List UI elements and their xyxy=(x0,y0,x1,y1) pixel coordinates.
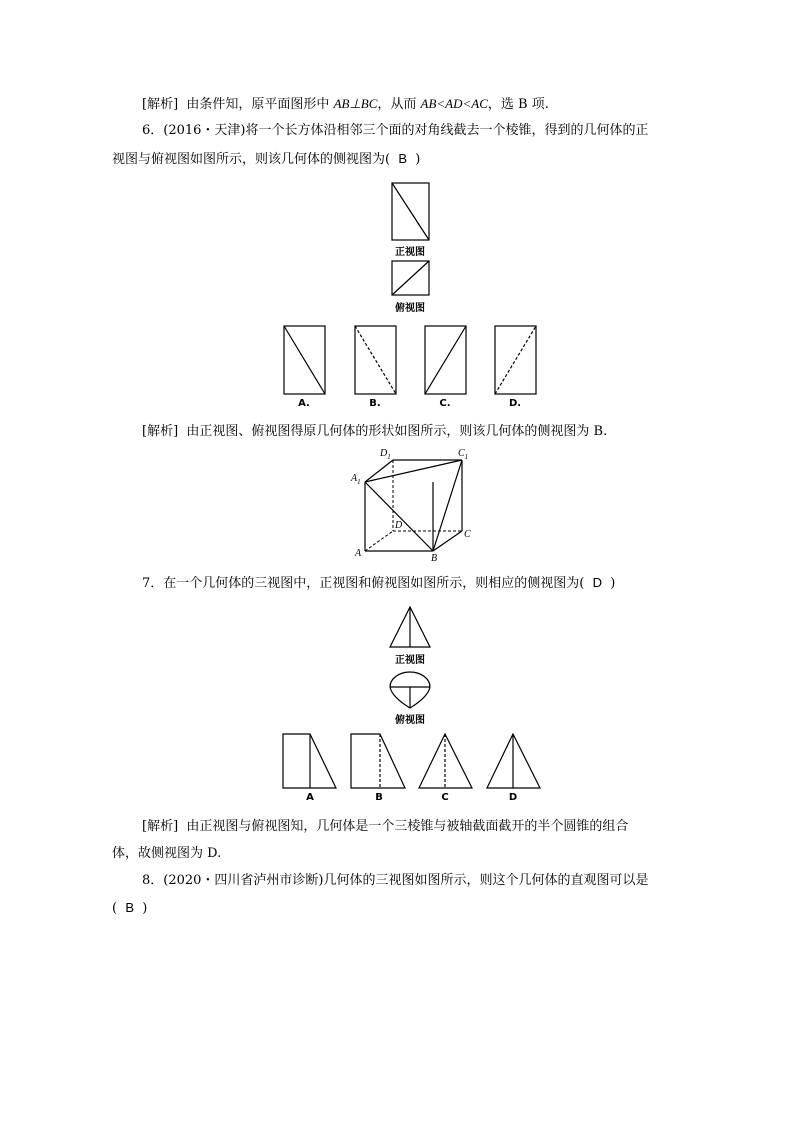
analysis-text: ，选 B 项. xyxy=(487,97,549,112)
option-c-label: C. xyxy=(439,398,451,409)
option-b-label-7: B xyxy=(375,792,383,803)
analysis-text: 由条件知，原平面图形中 xyxy=(186,97,334,112)
label-c: C xyxy=(464,529,471,540)
label-a: A xyxy=(355,548,362,559)
question-8-line2 xyxy=(112,898,692,919)
option-a-label-7: A xyxy=(306,792,314,803)
label-d1: $D_1$ xyxy=(380,448,391,461)
question-text: ) xyxy=(415,152,421,167)
label-a1: $A_1$ xyxy=(351,473,361,486)
option-d-label: D. xyxy=(508,398,522,409)
analysis-text: 由正视图与俯视图知，几何体是一个三棱锥与被轴截面截开的半个圆锥的组合 xyxy=(186,819,629,834)
math-expr: AB<AD<AC xyxy=(420,96,488,111)
question-text: ( xyxy=(112,901,118,916)
analysis-text: ，从而 xyxy=(377,97,421,112)
analysis-tag: [解析] xyxy=(142,424,179,439)
analysis-tag: [解析] xyxy=(142,819,179,834)
option-d-label-7: D xyxy=(508,792,518,803)
question-text: ) xyxy=(610,576,616,591)
top-view-caption: 俯视图 xyxy=(395,303,425,314)
answer: D xyxy=(592,575,602,590)
question-text: 7．在一个几何体的三视图中，正视图和俯视图如图所示，则相应的侧视图为( xyxy=(142,576,585,591)
question-text: ) xyxy=(142,901,148,916)
front-view-caption: 正视图 xyxy=(395,247,425,258)
math-expr: AB⊥BC xyxy=(333,96,378,111)
analysis-q7-line1 xyxy=(142,817,722,837)
top-view-caption-7: 俯视图 xyxy=(395,715,425,726)
label-b: B xyxy=(431,553,438,564)
label-d: D xyxy=(395,520,403,531)
option-a-label: A. xyxy=(298,398,310,409)
question-text: 视图与俯视图如图所示，则该几何体的侧视图为( xyxy=(112,152,391,167)
option-b-label: B. xyxy=(369,398,381,409)
analysis-text: 由正视图、俯视图得原几何体的形状如图所示，则该几何体的侧视图为 B. xyxy=(186,424,608,439)
analysis-tag: [解析] xyxy=(142,97,179,112)
option-c-label-7: C xyxy=(441,792,449,803)
label-c1: $C_1$ xyxy=(458,448,469,461)
question-8-line1: 8．(2020・四川省泸州市诊断)几何体的三视图如图所示，则这个几何体的直观图可以是 xyxy=(142,873,649,888)
answer: B xyxy=(125,900,135,915)
answer: B xyxy=(398,151,408,166)
question-6-line1: 6．(2016・天津)将一个长方体沿相邻三个面的对角线截去一个棱锥，得到的几何体的正 xyxy=(142,123,649,138)
analysis-q7-line2: 体，故侧视图为 D. xyxy=(112,846,222,861)
front-view-caption-7: 正视图 xyxy=(395,655,425,666)
